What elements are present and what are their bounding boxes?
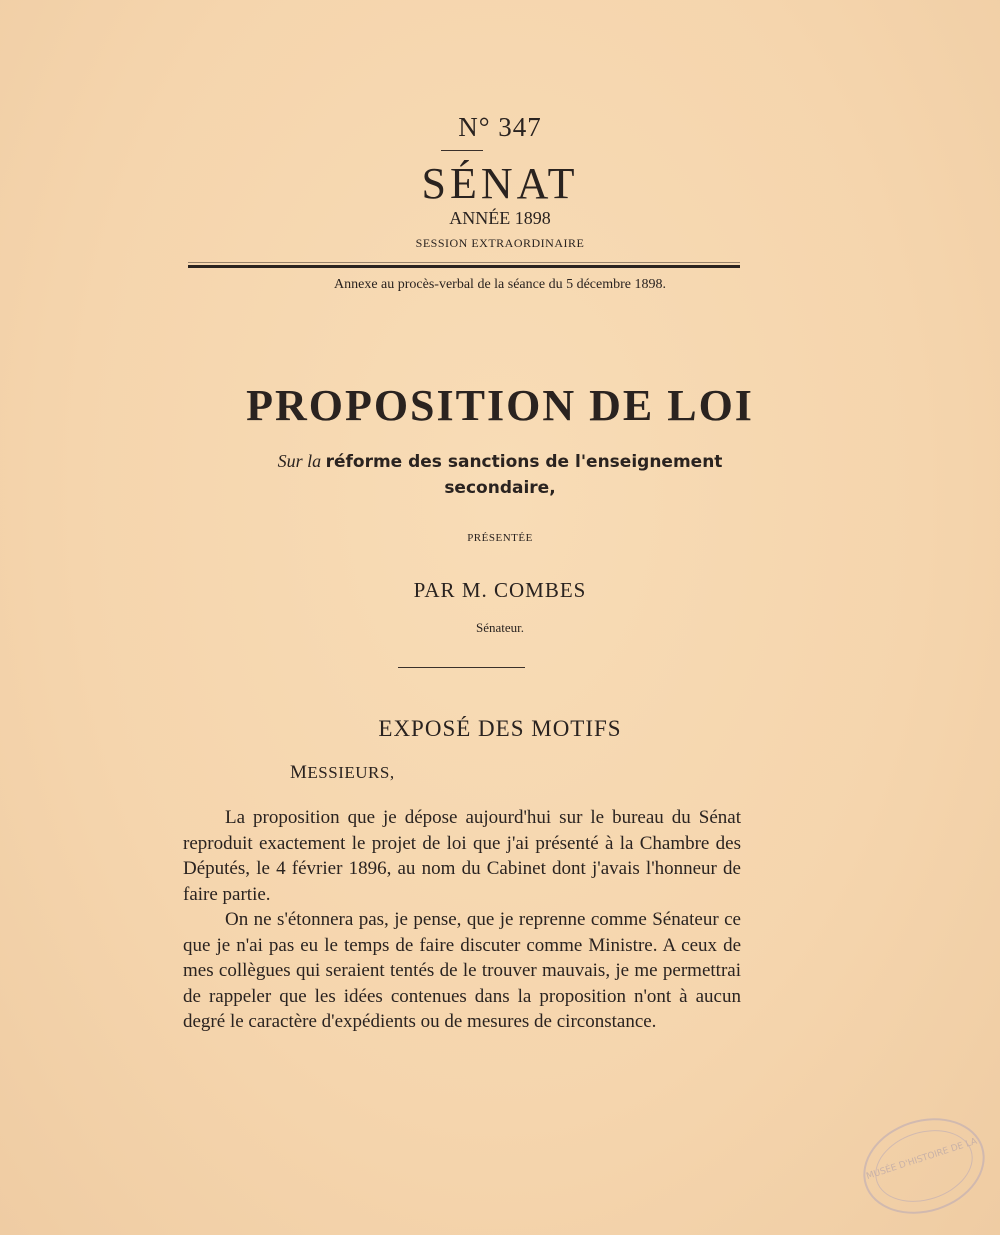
salutation: [290, 762, 395, 784]
divider-thin: [188, 262, 740, 263]
subtitle-line1: [0, 451, 1000, 472]
salutation-initial: M: [290, 762, 308, 783]
institution-heading: SÉNAT: [421, 159, 579, 208]
annex-note: Annexe au procès-verbal de la séance du 5 décembre 1898.: [334, 277, 666, 292]
divider-thick: [188, 265, 740, 268]
subtitle-line2: secondaire,: [444, 478, 556, 498]
body-text: [183, 805, 741, 1035]
presented-label: PRÉSENTÉE: [467, 532, 533, 544]
section-heading: EXPOSÉ DES MOTIFS: [378, 716, 622, 741]
author-role: Sénateur.: [475, 620, 524, 635]
paragraph: On ne s'étonnera pas, je pense, que je reprenne comme Sénateur ce que je n'ai pas eu le temps de faire discuter comme Ministre. A ceux de mes collègues qui seraient tentés de le trouver mauvais, je me permettrai de rappeler que les idées contenues dans la proposition n'ont à aucun degré le caractère d'expédients ou de mesures de circonstance.: [183, 909, 741, 1032]
divider-short: [441, 150, 483, 151]
page-title: PROPOSITION DE LOI: [246, 381, 754, 430]
salutation-rest: ESSIEURS,: [307, 763, 395, 782]
subtitle-bold: réforme des sanctions de l'enseignement: [325, 452, 723, 472]
year-label: ANNÉE 1898: [449, 208, 551, 228]
document-number: N° 347: [458, 112, 542, 142]
paragraph: La proposition que je dépose aujourd'hui sur le bureau du Sénat reproduit exactement le projet de loi que j'ai présenté à la Chambre des Députés, le 4 février 1896, au nom du Cabinet dont j'avais l'honneur de faire partie.: [183, 807, 741, 905]
author-name: PAR M. COMBES: [413, 578, 587, 602]
subtitle-italic: Sur la: [277, 451, 322, 471]
stamp-text: MUSÉE D'HISTOIRE DE LA: [865, 1136, 979, 1182]
session-label: SESSION EXTRAORDINAIRE: [415, 236, 585, 250]
museum-stamp: [851, 1103, 997, 1229]
divider-mid: [398, 667, 525, 668]
